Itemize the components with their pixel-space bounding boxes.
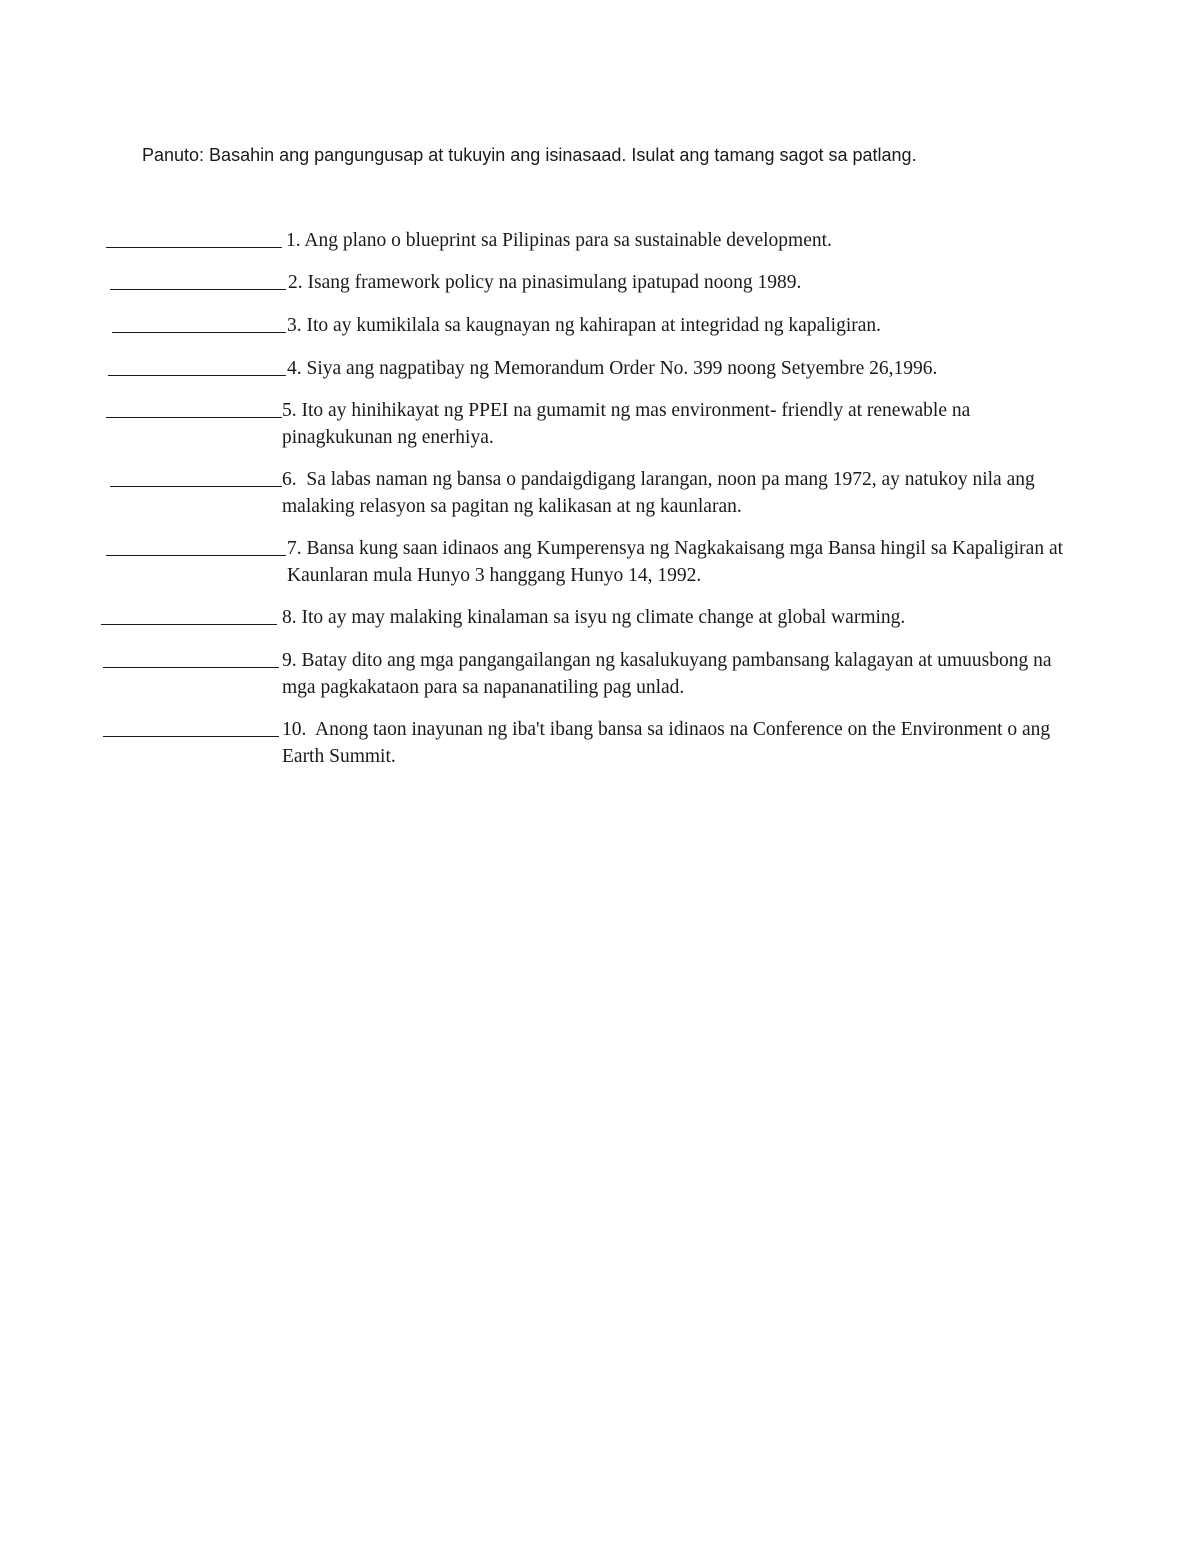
- answer-blank-1[interactable]: [106, 227, 282, 254]
- answer-blank-3[interactable]: [112, 312, 286, 339]
- question-text-5: 5. Ito ay hinihikayat ng PPEI na gumamit ng mas environment- friendly at renewable na pinagkukunan ng enerhiya.: [282, 400, 976, 448]
- answer-blank-2[interactable]: [110, 269, 286, 296]
- question-text-1: 1. Ang plano o blueprint sa Pilipinas para sa sustainable development.: [286, 230, 832, 251]
- question-text-3: 3. Ito ay kumikilala sa kaugnayan ng kahirapan at integridad ng kapaligiran.: [287, 315, 882, 336]
- answer-blank-7[interactable]: [106, 535, 286, 562]
- question-text-9: 9. Batay dito ang mga pangangailangan ng kasalukuyang pambansang kalagayan at umuusbong na mga pagkakataon para sa napananatiling pag unlad.: [282, 650, 1057, 698]
- question-text-7: 7. Bansa kung saan idinaos ang Kumperensya ng Nagkakaisang mga Bansa hingil sa Kapaligiran at Kaunlaran mula Hunyo 3 hanggang Hunyo 14, 1992.: [287, 538, 1068, 586]
- answer-blank-10[interactable]: [103, 716, 279, 743]
- answer-blank-8[interactable]: [101, 604, 277, 631]
- question-text-4: 4. Siya ang nagpatibay ng Memorandum Order No. 399 noong Setyembre 26,1996.: [287, 358, 938, 379]
- question-text-8: 8. Ito ay may malaking kinalaman sa isyu ng climate change at global warming.: [282, 607, 906, 628]
- question-text-2: 2. Isang framework policy na pinasimulang ipatupad noong 1989.: [288, 272, 802, 293]
- answer-blank-4[interactable]: [108, 355, 286, 382]
- answer-blank-5[interactable]: [106, 397, 282, 424]
- instruction-text: Panuto: Basahin ang pangungusap at tukuyin ang isinasaad. Isulat ang tamang sagot sa patlang.: [142, 145, 917, 165]
- answer-blank-6[interactable]: [110, 466, 282, 493]
- question-text-10: 10. Anong taon inayunan ng iba't ibang bansa sa idinaos na Conference on the Environment o ang Earth Summit.: [282, 719, 1056, 767]
- question-text-6: 6. Sa labas naman ng bansa o pandaigdigang larangan, noon pa mang 1972, ay natukoy nila ang malaking relasyon sa pagitan ng kalikasan at ng kaunlaran.: [282, 469, 1040, 517]
- answer-blank-9[interactable]: [103, 647, 279, 674]
